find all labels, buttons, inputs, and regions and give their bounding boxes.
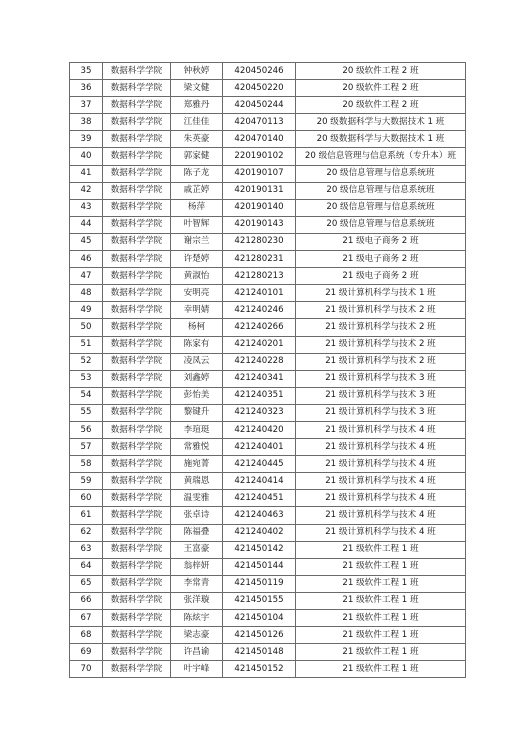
row-number: 57 bbox=[70, 439, 103, 456]
table-row bbox=[70, 216, 466, 233]
student-name-cell: 陈福叠 bbox=[171, 524, 223, 541]
row-number: 46 bbox=[70, 251, 103, 268]
student-id-cell: 421450119 bbox=[223, 575, 296, 592]
college-cell: 数据科学学院 bbox=[103, 268, 171, 285]
table-row bbox=[70, 63, 466, 80]
row-number: 54 bbox=[70, 387, 103, 404]
student-id-cell: 421450142 bbox=[223, 541, 296, 558]
class-name-cell: 21 级计算机科学与技术 4 班 bbox=[296, 421, 466, 438]
class-name-cell: 21 级计算机科学与技术 2 班 bbox=[296, 302, 466, 319]
student-name-cell: 安明亮 bbox=[171, 285, 223, 302]
student-name-cell: 谢宗兰 bbox=[171, 233, 223, 250]
table-row bbox=[70, 627, 466, 644]
student-name-cell: 陈炫宇 bbox=[171, 610, 223, 627]
student-id-cell: 420450244 bbox=[223, 97, 296, 114]
class-name-cell: 21 级软件工程 1 班 bbox=[296, 541, 466, 558]
student-id-cell: 421240246 bbox=[223, 302, 296, 319]
college-cell: 数据科学学院 bbox=[103, 456, 171, 473]
class-name-cell: 21 级计算机科学与技术 2 班 bbox=[296, 336, 466, 353]
student-name-cell: 黄淑怡 bbox=[171, 268, 223, 285]
college-cell: 数据科学学院 bbox=[103, 114, 171, 131]
student-name-cell: 彭怡美 bbox=[171, 387, 223, 404]
student-id-cell: 420190140 bbox=[223, 199, 296, 216]
student-id-cell: 420190131 bbox=[223, 182, 296, 199]
student-name-cell: 李瑄珽 bbox=[171, 421, 223, 438]
student-name-cell: 王富豪 bbox=[171, 541, 223, 558]
college-cell: 数据科学学院 bbox=[103, 302, 171, 319]
class-name-cell: 20 级信息管理与信息系统（专升本）班 bbox=[296, 148, 466, 165]
college-cell: 数据科学学院 bbox=[103, 353, 171, 370]
student-id-cell: 421450126 bbox=[223, 627, 296, 644]
table-row bbox=[70, 353, 466, 370]
table-row bbox=[70, 524, 466, 541]
student-name-cell: 钟秋婷 bbox=[171, 63, 223, 80]
table-row bbox=[70, 80, 466, 97]
student-id-cell: 421240341 bbox=[223, 370, 296, 387]
row-number: 41 bbox=[70, 165, 103, 182]
table-row bbox=[70, 268, 466, 285]
class-name-cell: 20 级数据科学与大数据技术 1 班 bbox=[296, 114, 466, 131]
row-number: 40 bbox=[70, 148, 103, 165]
table-row bbox=[70, 404, 466, 421]
row-number: 68 bbox=[70, 627, 103, 644]
student-id-cell: 421240463 bbox=[223, 507, 296, 524]
student-id-cell: 421240323 bbox=[223, 404, 296, 421]
college-cell: 数据科学学院 bbox=[103, 63, 171, 80]
row-number: 66 bbox=[70, 592, 103, 609]
college-cell: 数据科学学院 bbox=[103, 182, 171, 199]
student-id-cell: 421280231 bbox=[223, 251, 296, 268]
student-name-cell: 温雯雅 bbox=[171, 490, 223, 507]
class-name-cell: 21 级软件工程 1 班 bbox=[296, 592, 466, 609]
row-number: 65 bbox=[70, 575, 103, 592]
class-name-cell: 21 级计算机科学与技术 3 班 bbox=[296, 387, 466, 404]
student-id-cell: 421450152 bbox=[223, 661, 296, 678]
college-cell: 数据科学学院 bbox=[103, 336, 171, 353]
student-name-cell: 幸明婧 bbox=[171, 302, 223, 319]
table-row bbox=[70, 148, 466, 165]
college-cell: 数据科学学院 bbox=[103, 627, 171, 644]
student-id-cell: 420470140 bbox=[223, 131, 296, 148]
class-name-cell: 21 级软件工程 1 班 bbox=[296, 627, 466, 644]
table-row bbox=[70, 199, 466, 216]
row-number: 38 bbox=[70, 114, 103, 131]
student-id-cell: 420450246 bbox=[223, 63, 296, 80]
class-name-cell: 21 级计算机科学与技术 1 班 bbox=[296, 285, 466, 302]
student-id-cell: 220190102 bbox=[223, 148, 296, 165]
class-name-cell: 21 级计算机科学与技术 3 班 bbox=[296, 404, 466, 421]
class-name-cell: 20 级数据科学与大数据技术 1 班 bbox=[296, 131, 466, 148]
table-row bbox=[70, 592, 466, 609]
student-id-cell: 421240351 bbox=[223, 387, 296, 404]
college-cell: 数据科学学院 bbox=[103, 541, 171, 558]
student-name-cell: 张卓诗 bbox=[171, 507, 223, 524]
row-number: 42 bbox=[70, 182, 103, 199]
class-name-cell: 21 级计算机科学与技术 4 班 bbox=[296, 456, 466, 473]
table-row bbox=[70, 541, 466, 558]
row-number: 64 bbox=[70, 558, 103, 575]
student-id-cell: 421240420 bbox=[223, 421, 296, 438]
class-name-cell: 21 级电子商务 2 班 bbox=[296, 233, 466, 250]
student-name-cell: 梁志豪 bbox=[171, 627, 223, 644]
table-row bbox=[70, 251, 466, 268]
student-id-cell: 421450144 bbox=[223, 558, 296, 575]
student-name-cell: 凌凤云 bbox=[171, 353, 223, 370]
class-name-cell: 20 级信息管理与信息系统班 bbox=[296, 165, 466, 182]
row-number: 43 bbox=[70, 199, 103, 216]
table-row bbox=[70, 302, 466, 319]
class-name-cell: 20 级信息管理与信息系统班 bbox=[296, 182, 466, 199]
table-row bbox=[70, 182, 466, 199]
table-row bbox=[70, 165, 466, 182]
student-id-cell: 420190143 bbox=[223, 216, 296, 233]
student-name-cell: 陈家有 bbox=[171, 336, 223, 353]
table-row bbox=[70, 131, 466, 148]
college-cell: 数据科学学院 bbox=[103, 558, 171, 575]
table-row bbox=[70, 387, 466, 404]
student-name-cell: 施宛菁 bbox=[171, 456, 223, 473]
row-number: 58 bbox=[70, 456, 103, 473]
table-row bbox=[70, 319, 466, 336]
table-row bbox=[70, 558, 466, 575]
college-cell: 数据科学学院 bbox=[103, 165, 171, 182]
college-cell: 数据科学学院 bbox=[103, 370, 171, 387]
row-number: 53 bbox=[70, 370, 103, 387]
class-name-cell: 20 级信息管理与信息系统班 bbox=[296, 199, 466, 216]
roster-body bbox=[70, 63, 466, 678]
student-id-cell: 421280230 bbox=[223, 233, 296, 250]
class-name-cell: 21 级软件工程 1 班 bbox=[296, 644, 466, 661]
class-name-cell: 21 级计算机科学与技术 4 班 bbox=[296, 439, 466, 456]
student-name-cell: 叶宇峰 bbox=[171, 661, 223, 678]
table-row bbox=[70, 456, 466, 473]
college-cell: 数据科学学院 bbox=[103, 216, 171, 233]
table-row bbox=[70, 661, 466, 678]
class-name-cell: 21 级软件工程 1 班 bbox=[296, 610, 466, 627]
row-number: 60 bbox=[70, 490, 103, 507]
table-row bbox=[70, 370, 466, 387]
student-name-cell: 张洋璇 bbox=[171, 592, 223, 609]
college-cell: 数据科学学院 bbox=[103, 644, 171, 661]
college-cell: 数据科学学院 bbox=[103, 421, 171, 438]
college-cell: 数据科学学院 bbox=[103, 490, 171, 507]
class-name-cell: 21 级计算机科学与技术 2 班 bbox=[296, 319, 466, 336]
table-row bbox=[70, 421, 466, 438]
row-number: 59 bbox=[70, 473, 103, 490]
college-cell: 数据科学学院 bbox=[103, 148, 171, 165]
student-id-cell: 421240414 bbox=[223, 473, 296, 490]
student-id-cell: 421240101 bbox=[223, 285, 296, 302]
college-cell: 数据科学学院 bbox=[103, 661, 171, 678]
student-id-cell: 421240402 bbox=[223, 524, 296, 541]
class-name-cell: 21 级电子商务 2 班 bbox=[296, 268, 466, 285]
table-row bbox=[70, 490, 466, 507]
college-cell: 数据科学学院 bbox=[103, 592, 171, 609]
student-name-cell: 郭家健 bbox=[171, 148, 223, 165]
college-cell: 数据科学学院 bbox=[103, 319, 171, 336]
college-cell: 数据科学学院 bbox=[103, 575, 171, 592]
student-id-cell: 421450104 bbox=[223, 610, 296, 627]
student-roster-table bbox=[69, 62, 466, 678]
row-number: 39 bbox=[70, 131, 103, 148]
row-number: 37 bbox=[70, 97, 103, 114]
table-row bbox=[70, 575, 466, 592]
class-name-cell: 20 级软件工程 2 班 bbox=[296, 63, 466, 80]
student-name-cell: 翁梓妍 bbox=[171, 558, 223, 575]
class-name-cell: 20 级软件工程 2 班 bbox=[296, 80, 466, 97]
college-cell: 数据科学学院 bbox=[103, 387, 171, 404]
college-cell: 数据科学学院 bbox=[103, 233, 171, 250]
student-name-cell: 许楚婷 bbox=[171, 251, 223, 268]
table-row bbox=[70, 644, 466, 661]
student-id-cell: 420450220 bbox=[223, 80, 296, 97]
row-number: 44 bbox=[70, 216, 103, 233]
class-name-cell: 21 级软件工程 1 班 bbox=[296, 575, 466, 592]
table-row bbox=[70, 439, 466, 456]
class-name-cell: 21 级计算机科学与技术 4 班 bbox=[296, 473, 466, 490]
class-name-cell: 21 级计算机科学与技术 4 班 bbox=[296, 524, 466, 541]
student-name-cell: 常雅悦 bbox=[171, 439, 223, 456]
college-cell: 数据科学学院 bbox=[103, 524, 171, 541]
student-name-cell: 戚芷婷 bbox=[171, 182, 223, 199]
college-cell: 数据科学学院 bbox=[103, 439, 171, 456]
class-name-cell: 20 级软件工程 2 班 bbox=[296, 97, 466, 114]
class-name-cell: 21 级软件工程 1 班 bbox=[296, 558, 466, 575]
student-id-cell: 421240401 bbox=[223, 439, 296, 456]
row-number: 55 bbox=[70, 404, 103, 421]
class-name-cell: 21 级计算机科学与技术 4 班 bbox=[296, 507, 466, 524]
student-id-cell: 421240201 bbox=[223, 336, 296, 353]
row-number: 48 bbox=[70, 285, 103, 302]
table-row bbox=[70, 114, 466, 131]
student-name-cell: 黄瑞恩 bbox=[171, 473, 223, 490]
student-id-cell: 421240451 bbox=[223, 490, 296, 507]
college-cell: 数据科学学院 bbox=[103, 251, 171, 268]
table-row bbox=[70, 610, 466, 627]
college-cell: 数据科学学院 bbox=[103, 131, 171, 148]
student-id-cell: 421450155 bbox=[223, 592, 296, 609]
table-row bbox=[70, 473, 466, 490]
table-row bbox=[70, 97, 466, 114]
row-number: 62 bbox=[70, 524, 103, 541]
college-cell: 数据科学学院 bbox=[103, 404, 171, 421]
college-cell: 数据科学学院 bbox=[103, 199, 171, 216]
row-number: 70 bbox=[70, 661, 103, 678]
row-number: 35 bbox=[70, 63, 103, 80]
student-name-cell: 郑雅丹 bbox=[171, 97, 223, 114]
row-number: 56 bbox=[70, 421, 103, 438]
student-name-cell: 杨柯 bbox=[171, 319, 223, 336]
class-name-cell: 21 级计算机科学与技术 3 班 bbox=[296, 370, 466, 387]
college-cell: 数据科学学院 bbox=[103, 97, 171, 114]
row-number: 63 bbox=[70, 541, 103, 558]
college-cell: 数据科学学院 bbox=[103, 80, 171, 97]
student-id-cell: 421280213 bbox=[223, 268, 296, 285]
class-name-cell: 21 级软件工程 1 班 bbox=[296, 661, 466, 678]
class-name-cell: 21 级计算机科学与技术 4 班 bbox=[296, 490, 466, 507]
row-number: 67 bbox=[70, 610, 103, 627]
class-name-cell: 21 级电子商务 2 班 bbox=[296, 251, 466, 268]
student-id-cell: 421450148 bbox=[223, 644, 296, 661]
student-name-cell: 刘鑫婷 bbox=[171, 370, 223, 387]
college-cell: 数据科学学院 bbox=[103, 473, 171, 490]
student-name-cell: 许昌谕 bbox=[171, 644, 223, 661]
row-number: 45 bbox=[70, 233, 103, 250]
student-id-cell: 421240228 bbox=[223, 353, 296, 370]
student-id-cell: 420470113 bbox=[223, 114, 296, 131]
college-cell: 数据科学学院 bbox=[103, 610, 171, 627]
college-cell: 数据科学学院 bbox=[103, 507, 171, 524]
student-name-cell: 江佳佳 bbox=[171, 114, 223, 131]
student-id-cell: 421240445 bbox=[223, 456, 296, 473]
student-name-cell: 陈子龙 bbox=[171, 165, 223, 182]
table-row bbox=[70, 507, 466, 524]
class-name-cell: 21 级计算机科学与技术 2 班 bbox=[296, 353, 466, 370]
student-name-cell: 李常青 bbox=[171, 575, 223, 592]
student-name-cell: 朱英豪 bbox=[171, 131, 223, 148]
row-number: 49 bbox=[70, 302, 103, 319]
row-number: 36 bbox=[70, 80, 103, 97]
row-number: 52 bbox=[70, 353, 103, 370]
student-name-cell: 杨萍 bbox=[171, 199, 223, 216]
row-number: 50 bbox=[70, 319, 103, 336]
table-row bbox=[70, 285, 466, 302]
row-number: 47 bbox=[70, 268, 103, 285]
student-id-cell: 421240266 bbox=[223, 319, 296, 336]
table-row bbox=[70, 233, 466, 250]
class-name-cell: 20 级信息管理与信息系统班 bbox=[296, 216, 466, 233]
student-id-cell: 420190107 bbox=[223, 165, 296, 182]
student-name-cell: 梁文健 bbox=[171, 80, 223, 97]
student-name-cell: 黎键升 bbox=[171, 404, 223, 421]
row-number: 69 bbox=[70, 644, 103, 661]
row-number: 51 bbox=[70, 336, 103, 353]
row-number: 61 bbox=[70, 507, 103, 524]
table-row bbox=[70, 336, 466, 353]
student-name-cell: 叶智辉 bbox=[171, 216, 223, 233]
college-cell: 数据科学学院 bbox=[103, 285, 171, 302]
